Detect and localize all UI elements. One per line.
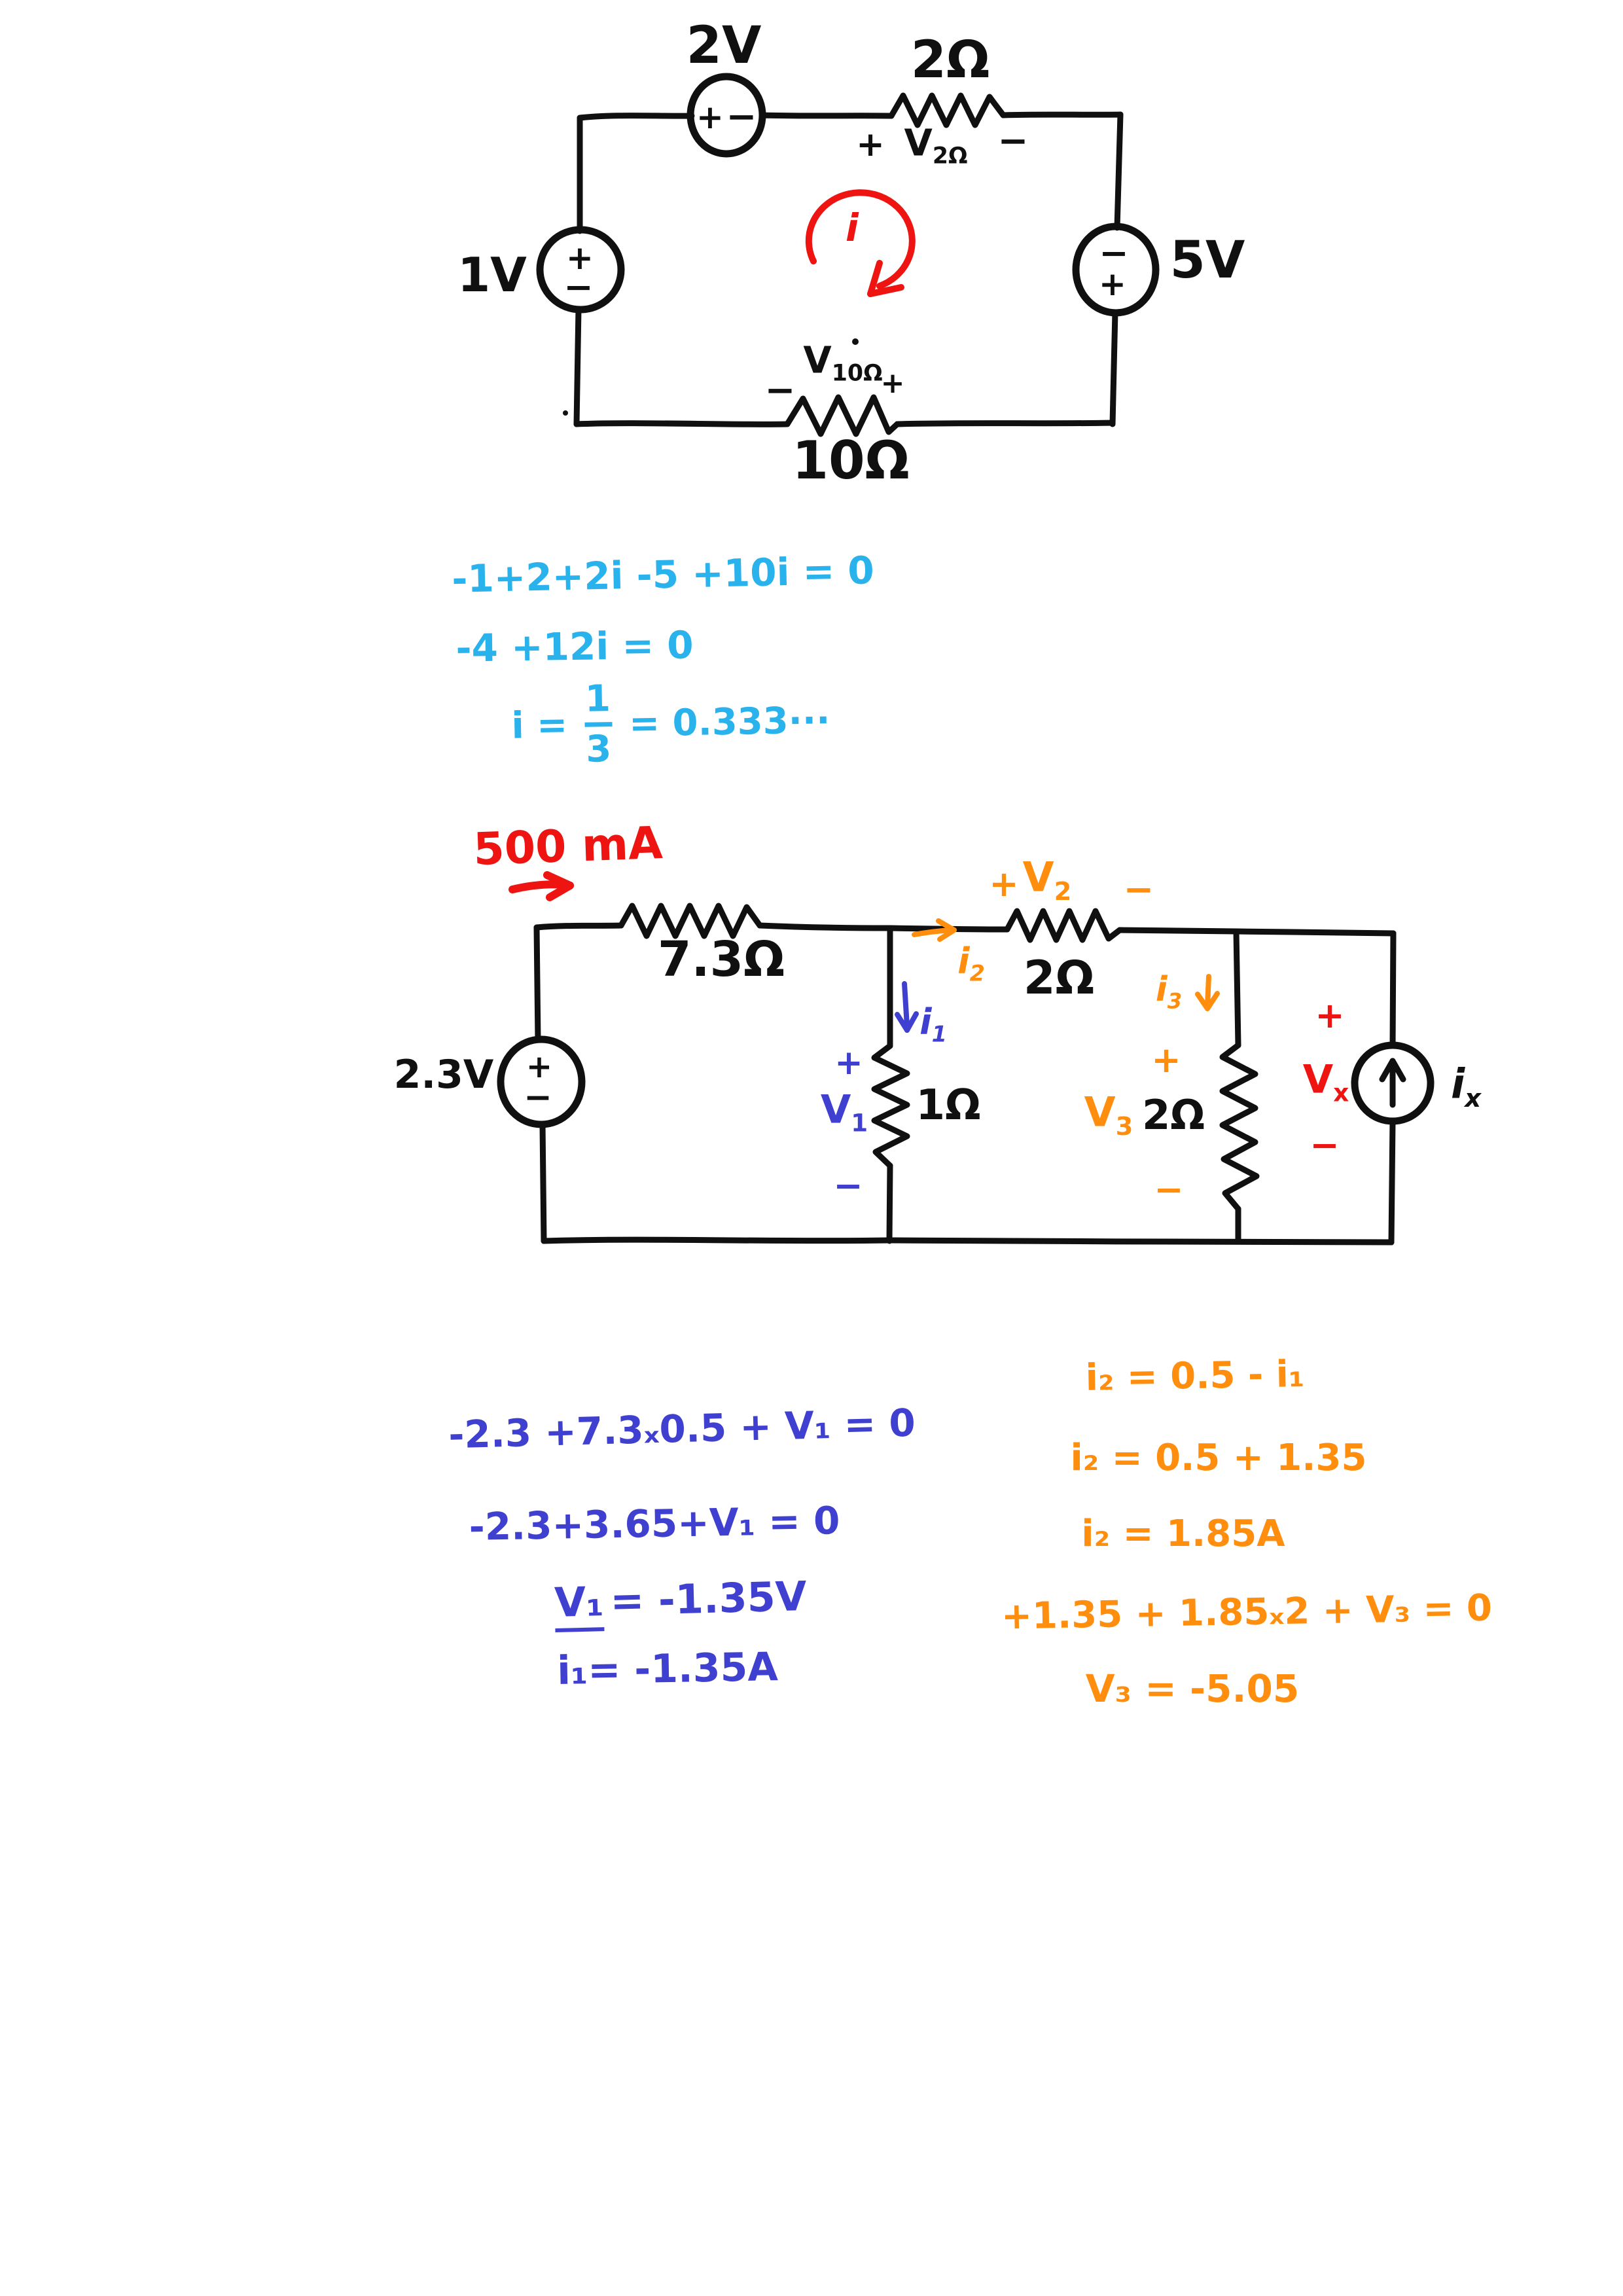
source-1v-plus: + bbox=[566, 239, 594, 277]
vx-plus: + bbox=[1315, 995, 1345, 1036]
orange-equation-3: i₂ = 1.85A bbox=[1081, 1513, 1285, 1555]
v2-base: V bbox=[1022, 853, 1054, 901]
vx-minus: − bbox=[1310, 1124, 1340, 1166]
v2ohm-minus: − bbox=[997, 120, 1029, 162]
c2-top-wire-b bbox=[760, 925, 1007, 929]
c2-i3-arrow bbox=[1198, 977, 1217, 1009]
i2-base: i bbox=[957, 940, 970, 982]
source-5v-label: 5V bbox=[1169, 231, 1245, 290]
vx-label bbox=[1302, 1056, 1349, 1107]
v3-label bbox=[1084, 1088, 1133, 1141]
source-23v-minus: − bbox=[524, 1078, 552, 1117]
v10ohm-minus: − bbox=[764, 369, 796, 412]
resistor-2ohm-label: 2Ω bbox=[910, 31, 990, 90]
i1-sub: 1 bbox=[931, 1021, 947, 1047]
v3-plus: + bbox=[1151, 1039, 1181, 1081]
v2ohm-label bbox=[904, 122, 968, 170]
orange-equation-2: i₂ = 0.5 + 1.35 bbox=[1070, 1437, 1367, 1479]
resistor-73-label: 7.3Ω bbox=[658, 931, 785, 988]
resistor-1ohm-label: 1Ω bbox=[916, 1081, 981, 1130]
c1-top-wire-mid bbox=[762, 115, 891, 116]
c1-loop-arrow bbox=[809, 192, 912, 294]
c2-left-wire-upper bbox=[537, 927, 538, 1040]
c1-top-wire-left bbox=[580, 116, 692, 118]
eq3-rhs: = 0.333··· bbox=[628, 698, 831, 745]
fraction-one-third bbox=[584, 677, 613, 771]
eq3-lhs: i = bbox=[510, 703, 568, 747]
c2-branch1-wire-lower bbox=[889, 1166, 890, 1241]
c1-resistor-2ohm-zigzag bbox=[891, 96, 1003, 125]
c2-bottom-wire bbox=[544, 1240, 1391, 1242]
source-2v-label: 2V bbox=[686, 16, 762, 75]
c2-500ma-arrow bbox=[512, 875, 570, 897]
c1-left-wire-lower bbox=[577, 309, 579, 424]
c1-resistor-10ohm-zigzag bbox=[787, 397, 897, 434]
i1-base: i bbox=[919, 1001, 932, 1043]
v2-label bbox=[1022, 853, 1072, 906]
source-5v-plus: + bbox=[1099, 265, 1126, 303]
v3-minus: − bbox=[1154, 1169, 1184, 1210]
v3-sub: 3 bbox=[1115, 1111, 1133, 1141]
i1-label bbox=[919, 1001, 947, 1047]
c2-top-wire-c bbox=[1120, 930, 1393, 933]
c1-right-wire-upper bbox=[1117, 115, 1120, 228]
orange-equation-1: i₂ = 0.5 - i₁ bbox=[1085, 1353, 1305, 1399]
current-500ma-label: 500 mA bbox=[473, 817, 664, 876]
i3-label bbox=[1155, 970, 1183, 1014]
arrow-shaft bbox=[1207, 977, 1209, 1005]
v10ohm-sub: 10Ω bbox=[831, 360, 883, 387]
ix-label bbox=[1450, 1060, 1482, 1113]
c1-right-wire-lower bbox=[1113, 312, 1115, 424]
fraction-bar bbox=[584, 722, 612, 727]
i3-base: i bbox=[1155, 970, 1168, 1010]
c1-bottom-wire-left bbox=[577, 423, 787, 425]
c2-right-wire-lower bbox=[1391, 1121, 1393, 1242]
resistor-10ohm-label: 10Ω bbox=[792, 430, 910, 491]
c2-resistor-2ohm-right-zigzag bbox=[1222, 1045, 1257, 1209]
source-1v-label: 1V bbox=[457, 247, 527, 302]
v1-base: V bbox=[820, 1086, 851, 1133]
arrow-shaft bbox=[904, 984, 907, 1026]
fraction-numerator: 1 bbox=[584, 677, 611, 721]
resistor-2ohm-right-label: 2Ω bbox=[1142, 1091, 1205, 1139]
i2-label bbox=[957, 940, 985, 986]
v2-minus: − bbox=[1123, 869, 1154, 911]
blue-equation-1: -2.3 +7.3ₓ0.5 + V₁ = 0 bbox=[448, 1400, 916, 1458]
v1-sub: 1 bbox=[851, 1108, 868, 1138]
v2-plus: + bbox=[989, 863, 1019, 905]
v10ohm-label bbox=[803, 339, 883, 387]
v2ohm-sub: 2Ω bbox=[932, 143, 968, 170]
loop-current-label: i bbox=[846, 206, 859, 250]
kvl1-equation-3 bbox=[510, 677, 830, 769]
c1-bottom-wire-right bbox=[897, 423, 1113, 424]
source-2v-plus: + bbox=[696, 98, 724, 136]
ix-base: i bbox=[1450, 1060, 1465, 1108]
vx-sub: x bbox=[1333, 1078, 1349, 1107]
c2-left-wire-lower bbox=[543, 1124, 544, 1241]
c2-i1-arrow bbox=[897, 984, 916, 1030]
v1-minus: − bbox=[833, 1165, 863, 1206]
ix-sub: x bbox=[1465, 1083, 1482, 1113]
orange-equation-5: V₃ = -5.05 bbox=[1085, 1666, 1300, 1711]
v2ohm-plus: + bbox=[856, 125, 885, 164]
source-2v-minus: − bbox=[726, 96, 757, 138]
source-23v-plus: + bbox=[526, 1049, 553, 1085]
loop-arc bbox=[809, 192, 912, 286]
kvl1-equation-1: -1+2+2i -5 +10i = 0 bbox=[451, 548, 875, 601]
c2-top-wire-a bbox=[537, 925, 621, 927]
i3-sub: 3 bbox=[1167, 988, 1183, 1014]
blue-equation-3 bbox=[554, 1571, 808, 1627]
stray-ink-dot bbox=[563, 410, 568, 416]
source-1v-minus: − bbox=[563, 266, 594, 308]
i2-sub: 2 bbox=[969, 960, 985, 986]
v1-plus: + bbox=[834, 1043, 863, 1083]
v3-base: V bbox=[1084, 1088, 1116, 1136]
orange-equation-4: +1.35 + 1.85ₓ2 + V₃ = 0 bbox=[1001, 1587, 1493, 1638]
resistor-2ohm-top-label: 2Ω bbox=[1023, 951, 1095, 1005]
blue-eq3-v1: V₁ bbox=[554, 1577, 604, 1632]
c2-resistor-2ohm-top-zigzag bbox=[1007, 911, 1120, 940]
c2-resistor-1ohm-zigzag bbox=[874, 1046, 907, 1166]
blue-equation-2: -2.3+3.65+V₁ = 0 bbox=[469, 1498, 840, 1549]
blue-equation-4: i₁= -1.35A bbox=[556, 1644, 779, 1694]
fraction-denominator: 3 bbox=[585, 728, 612, 771]
source-23v-label: 2.3V bbox=[393, 1052, 494, 1098]
vx-base: V bbox=[1302, 1056, 1334, 1103]
blue-eq3-rest: = -1.35V bbox=[609, 1571, 808, 1625]
kvl1-equation-2: -4 +12i = 0 bbox=[455, 622, 694, 671]
v2ohm-base: V bbox=[904, 122, 933, 165]
v2-sub: 2 bbox=[1054, 876, 1072, 906]
source-5v-minus: − bbox=[1099, 232, 1129, 274]
v10ohm-plus: + bbox=[880, 367, 905, 400]
c2-branch2-wire-upper bbox=[1236, 931, 1238, 1045]
v1-label bbox=[820, 1086, 868, 1138]
v10ohm-base: V bbox=[803, 339, 832, 382]
